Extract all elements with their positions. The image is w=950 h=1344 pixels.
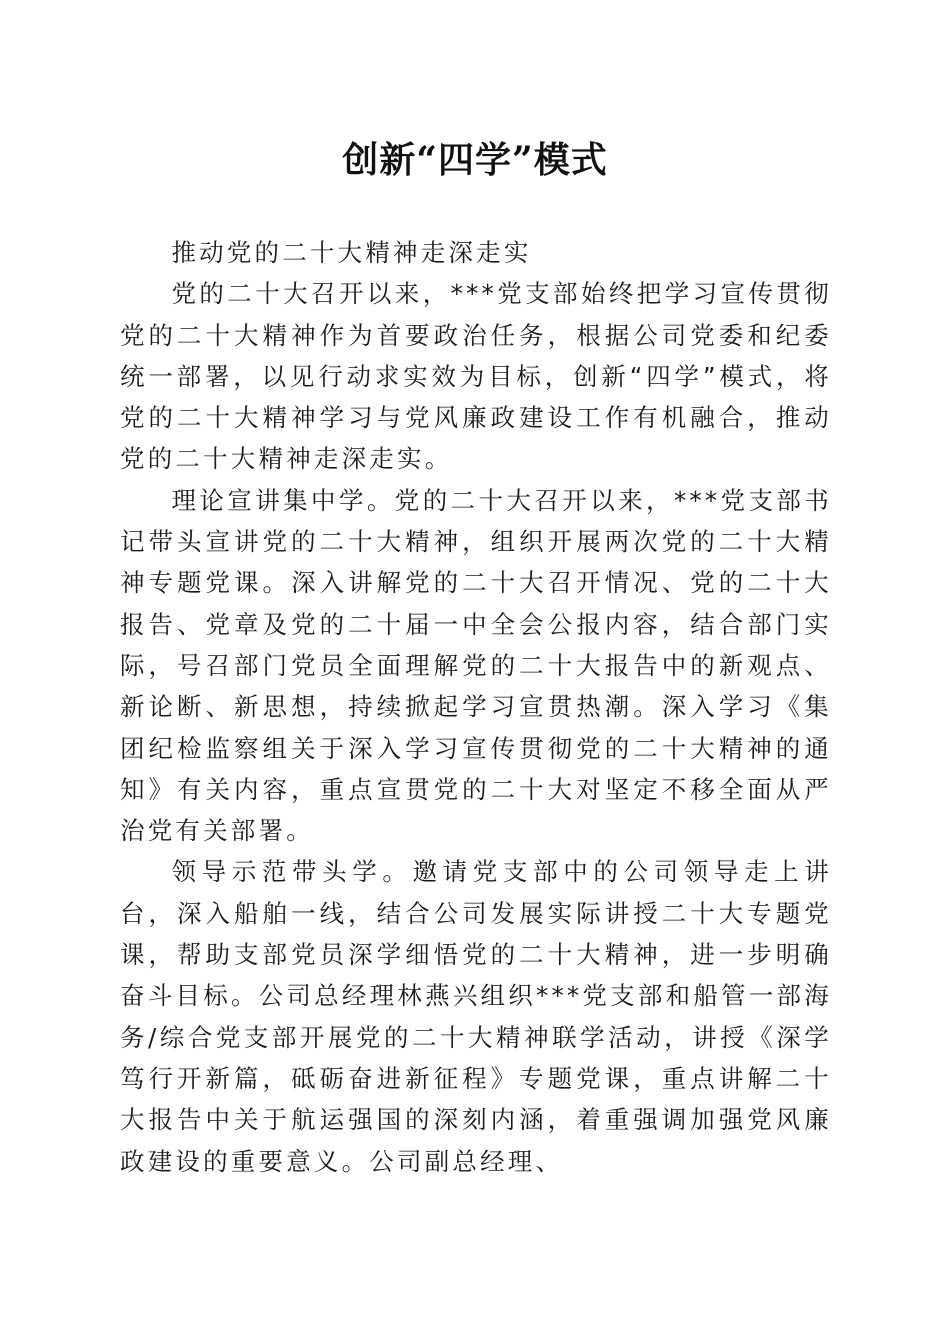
subtitle-paragraph: 推动党的二十大精神走深走实: [171, 238, 532, 267]
body-paragraph: 领导示范带头学。邀请党支部中的公司领导走上讲台，深入船舶一线，结合公司发展实际讲授二十大专题党课，帮助支部党员深学细悟党的二十大精神，进一步明确奋斗目标。公司总经理林燕兴组织***党支部和船管一部海务/综合党支部开展党的二十大精神联学活动，讲授《深学笃行开新篇，砥砺奋进新征程》专题党课，重点讲解二十大报告中关于航运强国的深刻内涵，着重强调加强党风廉政建设的重要意义。公司副总经理、: [120, 857, 832, 1176]
body-paragraph: 党的二十大召开以来，***党支部始终把学习宣传贯彻党的二十大精神作为首要政治任务，根据公司党委和纪委统一部署，以见行动求实效为目标，创新“四学”模式，将党的二十大精神学习与党风廉政建设工作有机融合，推动党的二十大精神走深走实。: [120, 279, 832, 474]
document-title: 创新“四学”模式: [342, 139, 608, 181]
document-body: [120, 232, 832, 1182]
body-paragraph: 理论宣讲集中学。党的二十大召开以来，***党支部书记带头宣讲党的二十大精神，组织开展两次党的二十大精神专题党课。深入讲解党的二十大召开情况、党的二十大报告、党章及党的二十届一中全会公报内容，结合部门实际，号召部门党员全面理解党的二十大报告中的新观点、新论断、新思想，持续掀起学习宣贯热潮。深入学习《集团纪检监察组关于深入学习宣传贯彻党的二十大精神的通知》有关内容，重点宣贯党的二十大对坚定不移全面从严治党有关部署。: [120, 485, 832, 846]
